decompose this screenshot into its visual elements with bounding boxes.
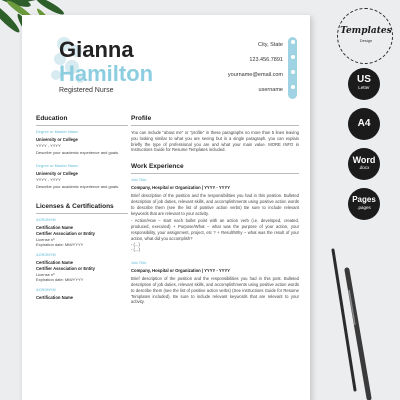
brand-sub: Design [359, 38, 373, 43]
license-entry [36, 288, 128, 300]
job-company: Company, Hospital or Organization | YYYY - YYYY [131, 268, 231, 274]
degree-name: Degree or Master Name [36, 130, 79, 134]
job-bullet: - (...) [131, 241, 140, 247]
brand-logo [337, 8, 393, 64]
job-title: Registered Nurse [59, 87, 114, 94]
job-description: Brief description of the position and the responsibilities you had in this post. Bulleted description of job duties, relevant skills, and accomplishments using positive action words to describe them (see the list of positive action verbs) (See instructions Guide for Resume Templates included). Be sure to include relevant keywords that are relevant to your activity. [131, 276, 299, 305]
badge-label: Pages [352, 195, 376, 204]
profile-title: Profile [131, 115, 299, 126]
school-name: University or College [36, 171, 78, 176]
first-name: Gianna [59, 37, 134, 62]
contact-info [228, 41, 283, 101]
license-expiration: Expiration date: MM/YYYY [36, 277, 84, 282]
profile-text: You can include "about me" or "profile" in these paragraphs no more than 5 lines leaving you looking similar to what you are seeing but in a single paragraph, you can explain briefly the type of professional you are and what your main value. MORE INFO in Instructions Guide for Resume Templates included. [131, 130, 299, 153]
license-entry [36, 218, 128, 247]
contact-username: username [258, 87, 283, 93]
badge-pages [348, 188, 380, 220]
right-column [131, 115, 299, 313]
location-icon [291, 40, 295, 44]
degree-name: Degree or Master Name [36, 164, 79, 168]
job-company: Company, Hospital or Organization | YYYY - YYYY [131, 185, 231, 191]
resume-page [22, 15, 310, 400]
email-icon [291, 70, 295, 74]
contact-email: yourname@email.com [227, 72, 283, 78]
job-description: Brief description of the position and the responsibilities you had in this position. Bulleted description of job duties, relevant skills, and accomplishments using positive action words to describe them (see the list of positive action verbs) Be sure to include relevant keywords that are relevant to your activity. [131, 193, 299, 216]
contact-location: City, State [258, 42, 283, 48]
badge-label: Word [352, 155, 376, 165]
license-expiration: Expiration date: MM/YYYY [36, 242, 84, 247]
user-icon [291, 85, 295, 89]
badge-label: US [357, 74, 371, 85]
education-entry [36, 164, 128, 189]
job-entry [131, 261, 299, 305]
contact-icon-bar [288, 37, 297, 99]
license-name: Certification Name [36, 260, 73, 265]
badge-sublabel: Letter [358, 85, 370, 90]
license-org: Certifier Association or Entity [36, 266, 95, 271]
education-years: YYYY - YYYY [36, 177, 61, 182]
licenses-title: Licenses & Certifications [36, 203, 128, 214]
education-title: Education [36, 115, 128, 126]
left-column [36, 115, 128, 306]
badge-a4 [348, 108, 380, 140]
license-entry [36, 253, 128, 282]
license-acronym: ACRONYM [36, 253, 56, 257]
license-number: License nº [36, 272, 55, 277]
education-desc: Describe your academic experience and goals. [36, 150, 120, 155]
license-name: Certification Name [36, 295, 73, 300]
brand-name: Templates [340, 26, 392, 36]
job-entry-title: Job Title [131, 178, 147, 183]
contact-phone: 123.456.7891 [249, 57, 283, 63]
badge-word [348, 148, 380, 180]
phone-icon [291, 55, 295, 59]
last-name: Hamilton [59, 61, 154, 86]
license-acronym: ACRONYM [36, 288, 56, 292]
badge-label: A4 [357, 118, 371, 129]
license-name: Certification Name [36, 225, 73, 230]
job-bullet: - (...) [131, 247, 140, 253]
education-desc: Describe your academic experience and goals. [36, 184, 120, 189]
education-entry [36, 130, 128, 155]
education-years: YYYY - YYYY [36, 143, 61, 148]
job-entry [131, 178, 299, 253]
badge-sublabel: .docx [358, 165, 370, 170]
license-org: Certifier Association or Entity [36, 231, 95, 236]
badge-us-letter [348, 68, 380, 100]
badge-sublabel: .pages [357, 205, 371, 210]
experience-title: Work Experience [131, 163, 299, 174]
license-acronym: ACRONYM [36, 218, 56, 222]
school-name: University or College [36, 137, 78, 142]
license-number: License nº [36, 237, 55, 242]
job-entry-title: Job Title [131, 261, 147, 266]
pencil-decoration [325, 240, 385, 400]
job-bullet: - Action/How – start each bullet point with an action verb (i.e. developed, created, produced, executed) + Purpose/What – what was the purpose of your action, your responsibility, your assignment, project, etc ? + Result/Why – what was the result of your action, what did you accomplish? [131, 218, 299, 241]
